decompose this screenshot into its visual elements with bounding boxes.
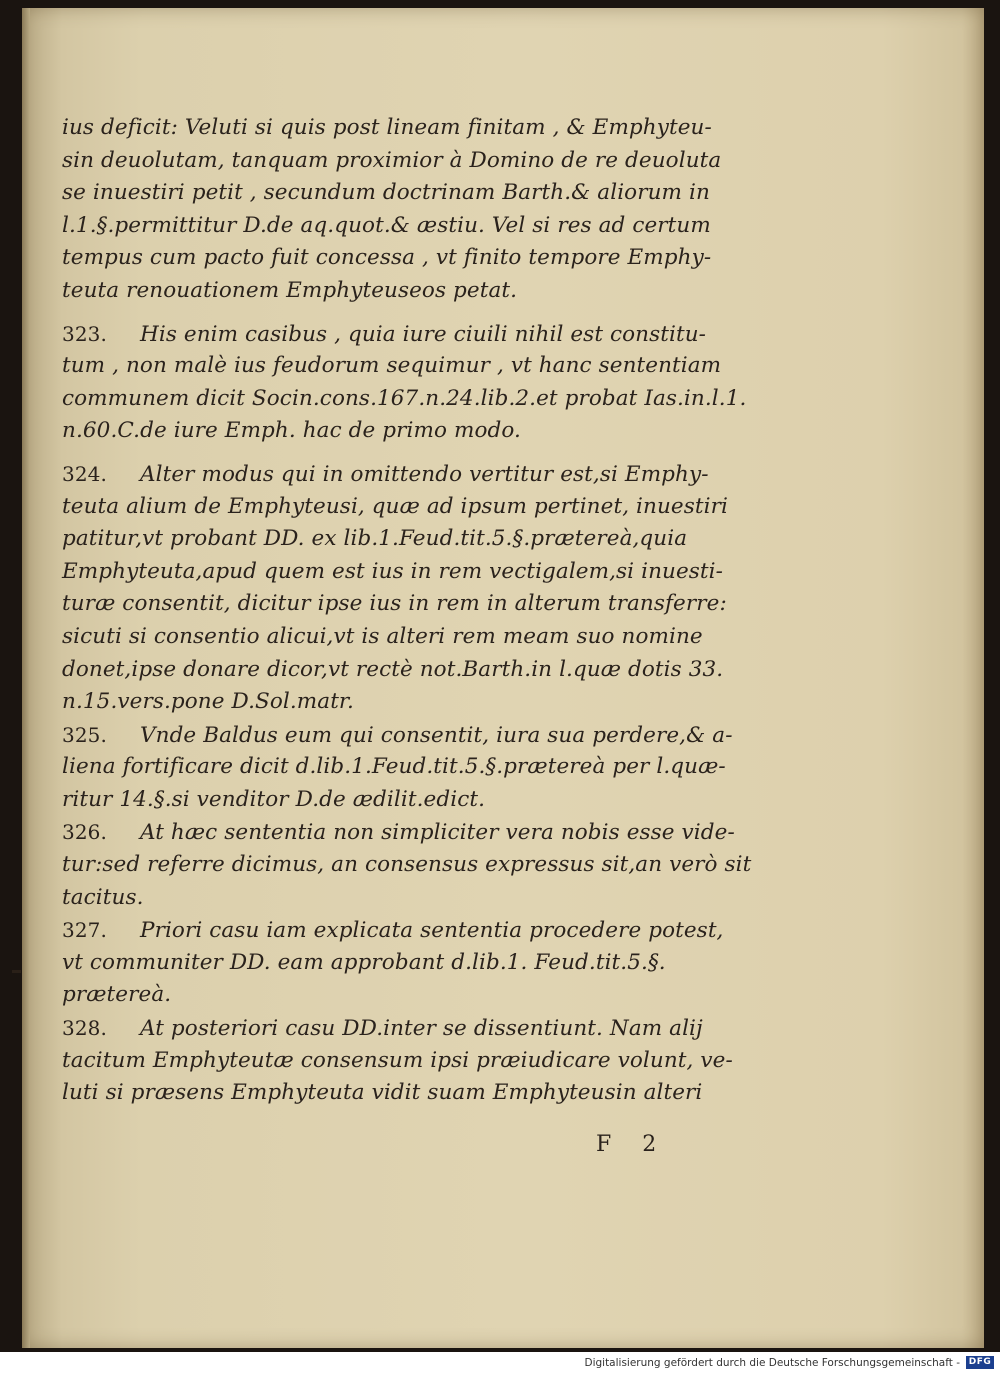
page-gutter bbox=[22, 8, 30, 1348]
text-line: sicuti si consentio alicui,vt is alteri rem meam suo nomine bbox=[62, 623, 703, 649]
text-line: vt communiter DD. eam approbant d.lib.1. Feud.tit.5.§. bbox=[62, 949, 666, 975]
paragraph-328 bbox=[62, 1012, 762, 1045]
text-line: Emphyteuta,apud quem est ius in rem vectigalem,si inuesti- bbox=[62, 558, 724, 584]
paragraph-number: 325. bbox=[62, 722, 107, 747]
text-line: tempus cum pacto fuit concessa , vt finito tempore Emphy- bbox=[62, 245, 712, 271]
text-line: At hæc sententia non simpliciter vera nobis esse vide- bbox=[140, 820, 735, 846]
text-line: Vnde Baldus eum qui consentit, iura sua perdere,& a- bbox=[140, 722, 733, 748]
paragraph-number: 326. bbox=[62, 820, 107, 845]
text-line: His enim casibus , quia iure ciuili nihil est constitu- bbox=[140, 321, 707, 347]
text-line: donet,ipse donare dicor,vt rectè not.Barth.in l.quæ dotis 33. bbox=[62, 656, 724, 682]
text-line: teuta alium de Emphyteusi, quæ ad ipsum pertinet, inuestiri bbox=[62, 493, 728, 519]
text-line: luti si præsens Emphyteuta vidit suam Emphyteusin alteri bbox=[62, 1080, 703, 1106]
text-line: tacitum Emphyteutæ consensum ipsi præiudicare volunt, ve- bbox=[62, 1047, 733, 1073]
text-line: tacitus. bbox=[62, 884, 144, 910]
footer-bar bbox=[0, 1352, 1000, 1374]
text-line: ius deficit: Veluti si quis post lineam finitam , & Emphyteu- bbox=[62, 115, 712, 140]
text-line: teuta renouationem Emphyteuseos petat. bbox=[62, 277, 518, 303]
dfg-logo-icon: DFG bbox=[966, 1356, 994, 1369]
signature-mark: F 2 bbox=[596, 1132, 657, 1157]
paragraph-325 bbox=[62, 719, 762, 752]
text-line: liena fortificare dicit d.lib.1.Feud.tit.5.§.prætereà per l.quæ- bbox=[62, 754, 726, 780]
text-line: Alter modus qui in omittendo vertitur est,si Emphy- bbox=[140, 461, 709, 487]
text-line: ritur 14.§.si venditor D.de ædilit.edict. bbox=[62, 786, 486, 812]
text-line: n.60.C.de iure Emph. hac de primo modo. bbox=[62, 418, 521, 444]
paragraph-323 bbox=[62, 318, 762, 351]
text-line: Priori casu iam explicata sententia procedere potest, bbox=[140, 918, 724, 944]
text-line: patitur,vt probant DD. ex lib.1.Feud.tit.5.§.prætereà,quia bbox=[62, 526, 688, 552]
paragraph-number: 324. bbox=[62, 461, 107, 486]
paragraph-327 bbox=[62, 914, 762, 947]
text-line: n.15.vers.pone D.Sol.matr. bbox=[62, 689, 354, 715]
text-line: prætereà. bbox=[62, 982, 172, 1008]
text-line: tur:sed referre dicimus, an consensus expressus sit,an verò sit bbox=[62, 852, 752, 878]
paragraph-number: 323. bbox=[62, 321, 107, 346]
text-line: se inuestiri petit , secundum doctrinam Barth.& aliorum in bbox=[62, 180, 710, 206]
text-line: l.1.§.permittitur D.de aq.quot.& æstiu. Vel si res ad certum bbox=[62, 212, 711, 238]
text-line: tum , non malè ius feudorum sequimur , vt hanc sententiam bbox=[62, 353, 722, 379]
page-text bbox=[62, 112, 762, 1110]
text-line: At posteriori casu DD.inter se dissentiunt. Nam alij bbox=[140, 1016, 703, 1042]
text-line: sin deuolutam, tanquam proximior à Domino de re deuoluta bbox=[62, 147, 722, 173]
text-line: turæ consentit, dicitur ipse ius in rem in alterum transferre: bbox=[62, 591, 727, 617]
paragraph-number: 327. bbox=[62, 918, 107, 943]
paragraph-number: 328. bbox=[62, 1016, 107, 1041]
paragraph-326 bbox=[62, 816, 762, 849]
margin-mark bbox=[12, 970, 21, 973]
paragraph-324 bbox=[62, 458, 762, 491]
text-line: communem dicit Socin.cons.167.n.24.lib.2.et probat Ias.in.l.1. bbox=[62, 385, 747, 411]
funding-notice: Digitalisierung gefördert durch die Deutsche Forschungsgemeinschaft - bbox=[584, 1357, 960, 1369]
